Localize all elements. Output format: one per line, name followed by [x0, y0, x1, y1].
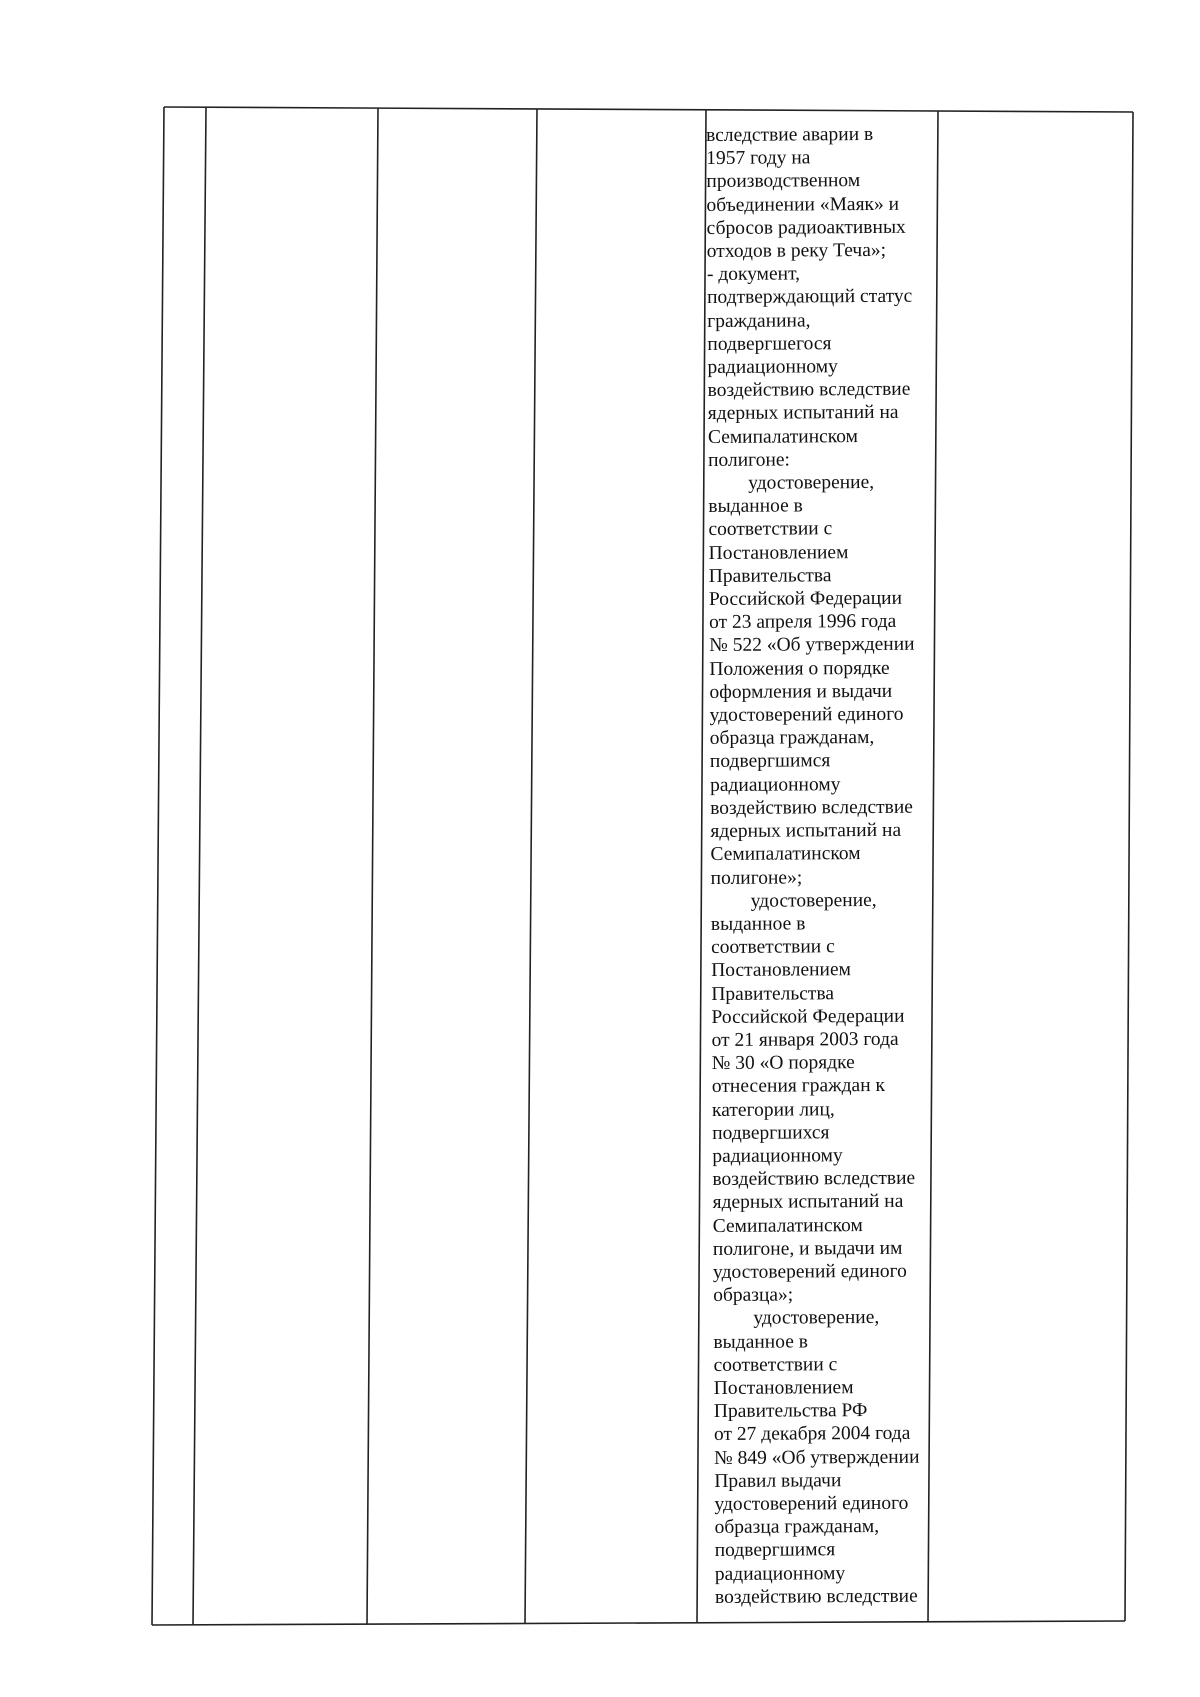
- cell-text-line: удостоверение,: [750, 889, 877, 912]
- cell-text-line: полигоне»;: [710, 866, 803, 889]
- cell-text-line: Семипалатинском: [707, 425, 859, 448]
- cell-text-line: соответствии с: [713, 1353, 838, 1376]
- cell-text-line: выданное в: [713, 1330, 808, 1353]
- cell-text-line: отходов в реку Теча»;: [706, 239, 887, 263]
- cell-text-line: воздействию вследствие: [710, 796, 913, 819]
- cell-text-line: Правительства: [711, 982, 835, 1005]
- cell-text-line: Постановлением: [708, 541, 849, 564]
- cell-text-line: 1957 году на: [706, 147, 811, 170]
- cell-text-line: соответствии с: [708, 518, 833, 541]
- cell-text-line: удостоверение,: [753, 1307, 880, 1330]
- cell-text-line: воздействию вследствие: [712, 1167, 916, 1191]
- cell-text-line: № 522 «Об утверждении: [709, 634, 915, 657]
- cell-text-line: отнесения граждан к: [711, 1075, 886, 1098]
- cell-text-line: Правительства РФ: [713, 1400, 868, 1423]
- column-separator-3: [525, 109, 537, 1624]
- cell-text-line: образца»;: [713, 1284, 794, 1307]
- cell-text-line: ядерных испытаний на: [712, 1191, 904, 1214]
- cell-text-line: от 21 января 2003 года: [711, 1028, 899, 1051]
- cell-text-line: объединении «Маяк» и: [706, 193, 900, 216]
- document-column-cell: [706, 123, 945, 1609]
- cell-text-line: - документ,: [706, 263, 801, 286]
- cell-text-line: подвергшимся: [709, 750, 831, 773]
- table-top-border: [164, 107, 1133, 112]
- cell-text-line: воздействию вследствие: [707, 378, 911, 402]
- cell-text-line: подтверждающий статус: [706, 286, 913, 309]
- cell-text-line: радиационному: [707, 356, 838, 379]
- cell-text-line: удостоверений единого: [712, 1260, 907, 1283]
- cell-text-line: № 849 «Об утверждении: [714, 1446, 920, 1469]
- cell-text-line: Семипалатинском: [710, 843, 861, 866]
- cell-text-line: гражданина,: [707, 309, 811, 332]
- cell-text-line: № 30 «О порядке: [711, 1052, 855, 1075]
- column-separator-2: [367, 108, 378, 1624]
- cell-text-line: образца гражданам,: [714, 1516, 880, 1539]
- cell-text-line: радиационному: [709, 773, 841, 796]
- cell-text-line: радиационному: [714, 1562, 846, 1585]
- cell-text-line: полигоне, и выдачи им: [712, 1237, 903, 1260]
- cell-text-line: вследствие аварии в: [706, 123, 874, 146]
- table-bottom-border: [152, 1621, 1125, 1625]
- cell-text-line: подвергшегося: [707, 333, 832, 355]
- cell-text-line: выданное в: [708, 495, 803, 518]
- cell-text-line: образца гражданам,: [709, 727, 875, 750]
- cell-text-line: Российской Федерации: [711, 1005, 905, 1028]
- cell-text-line: удостоверений единого: [709, 703, 904, 727]
- cell-text-line: Семипалатинском: [712, 1214, 863, 1237]
- cell-text-line: категории лиц,: [711, 1098, 835, 1121]
- column-separator-4: [697, 110, 706, 1623]
- cell-text-line: полигоне:: [707, 449, 790, 471]
- cell-text-line: подвергшихся: [712, 1121, 830, 1144]
- cell-text-line: от 27 декабря 2004 года: [713, 1423, 911, 1446]
- cell-text-line: Правил выдачи: [714, 1469, 842, 1492]
- cell-text-line: ядерных испытаний на: [707, 402, 899, 425]
- cell-text-line: от 23 апреля 1996 года: [708, 611, 897, 634]
- cell-text-line: Постановлением: [713, 1377, 854, 1399]
- cell-text-line: Положения о порядке: [709, 657, 890, 680]
- cell-text-line: ядерных испытаний на: [710, 819, 902, 843]
- cell-text-line: производственном: [706, 170, 861, 193]
- cell-text-line: радиационному: [712, 1145, 843, 1167]
- cell-text-line: Российской Федерации: [708, 587, 903, 611]
- cell-text-line: соответствии с: [710, 936, 835, 959]
- cell-text-line: оформления и выдачи: [709, 680, 893, 703]
- cell-text-line: сбросов радиоактивных: [706, 216, 906, 239]
- cell-text-line: Правительства: [708, 565, 832, 587]
- cell-text-line: Постановлением: [711, 959, 852, 982]
- cell-text-line: удостоверение,: [748, 472, 875, 494]
- cell-text-line: удостоверений единого: [714, 1492, 909, 1515]
- cell-text-line: воздействию вследствие: [714, 1585, 918, 1608]
- table-left-border: [152, 107, 164, 1625]
- cell-text-line: подвергшимся: [714, 1539, 836, 1562]
- column-separator-1: [193, 107, 206, 1625]
- table-right-border: [1125, 112, 1133, 1621]
- cell-text-line: выданное в: [710, 913, 806, 935]
